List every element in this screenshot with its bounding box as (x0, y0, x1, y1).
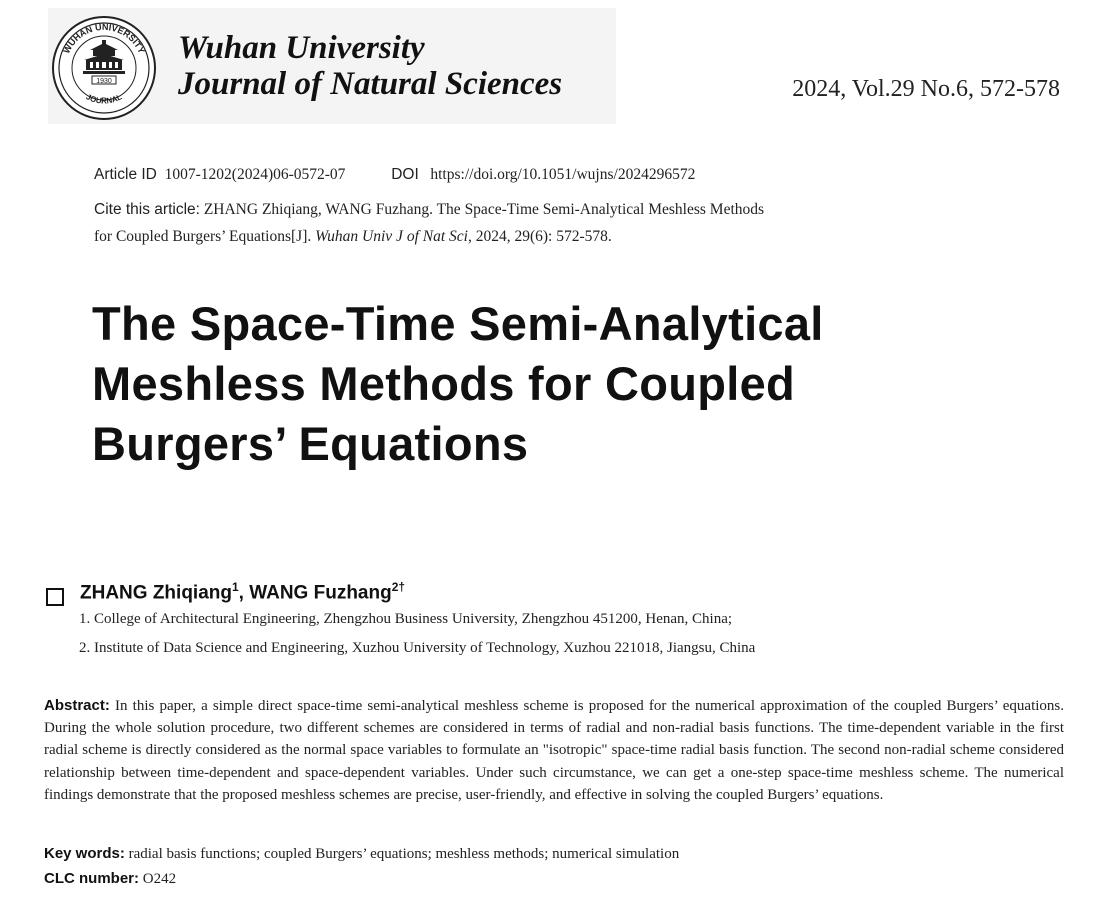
cite-label: Cite this article: (94, 201, 200, 218)
author-1: ZHANG Zhiqiang (80, 582, 232, 604)
article-id-label: Article ID (94, 166, 157, 183)
clc-number (44, 870, 176, 888)
citation-line1 (94, 201, 764, 219)
keywords (44, 845, 679, 863)
author-list (80, 580, 405, 604)
seal-year: 1930 (96, 78, 112, 85)
doi-label: DOI (391, 166, 419, 183)
author-2-affil: 2† (391, 580, 406, 594)
cite-text-2a: for Coupled Burgers’ Equations[J]. (94, 228, 312, 245)
abstract-text: In this paper, a simple direct space-time semi-analytical meshless scheme is proposed for the numerical approximation of the coupled Burgers’ equations. During the whole solution procedure, two different schemes are considered in terms of radial and non-radial basis functions. The time-dependent variable in the first radial scheme is directly considered as the normal space variables to formulate an "isotropic" space-time radial basis function. The second non-radial scheme considered relationship between time-dependent and space-dependent variables. Under such circumstance, we can get a one-step space-time meshless scheme. The numerical findings demonstrate that the proposed meshless schemes are precise, user-friendly, and effective in solving the coupled Burgers’ equations. (44, 698, 1064, 803)
journal-name-line1: Wuhan University (178, 30, 425, 66)
title-line2: Meshless Methods for Coupled (92, 357, 796, 410)
seal-top-text: WUHAN UNIVERSITY (61, 21, 147, 56)
clc-label: CLC number: (44, 870, 139, 887)
keywords-text: radial basis functions; coupled Burgers’ equations; meshless methods; numerical simulation (124, 846, 680, 862)
abstract (44, 695, 1064, 806)
issue-info: 2024, Vol.29 No.6, 572-578 (792, 76, 1060, 102)
author-separator: , (238, 582, 250, 604)
article-meta-line (94, 166, 695, 184)
doi-link[interactable]: https://doi.org/10.1051/wujns/2024296572 (430, 166, 696, 183)
abstract-label: Abstract: (44, 697, 110, 714)
journal-name-line2: Journal of Natural Sciences (178, 66, 563, 102)
seal-bottom-text: JOURNAL (84, 92, 124, 106)
affiliation-2: 2. Institute of Data Science and Engineering, Xuzhou University of Technology, Xuzhou 221018, Jiangsu, China (79, 640, 756, 656)
clc-text: O242 (139, 871, 177, 887)
cite-journal: Wuhan Univ J of Nat Sci (315, 228, 468, 245)
cite-text-2b: , 2024, 29(6): 572-578. (467, 228, 612, 245)
paper-title (92, 294, 992, 474)
author-1-affil: 1 (231, 580, 239, 594)
cite-text-1: ZHANG Zhiqiang, WANG Fuzhang. The Space-Time Semi-Analytical Meshless Methods (203, 201, 765, 218)
title-line3: Burgers’ Equations (92, 417, 529, 470)
title-line1: The Space-Time Semi-Analytical (92, 297, 824, 350)
affiliation-1: 1. College of Architectural Engineering, Zhengzhou Business University, Zhengzhou 451200, Henan, China; (79, 611, 733, 627)
author-checkbox-icon (46, 588, 64, 606)
university-seal-logo (50, 14, 158, 122)
article-id: 1007-1202(2024)06-0572-07 (164, 166, 346, 183)
citation-line2 (94, 228, 612, 246)
author-2: WANG Fuzhang (249, 582, 392, 604)
keywords-label: Key words: (44, 845, 125, 862)
